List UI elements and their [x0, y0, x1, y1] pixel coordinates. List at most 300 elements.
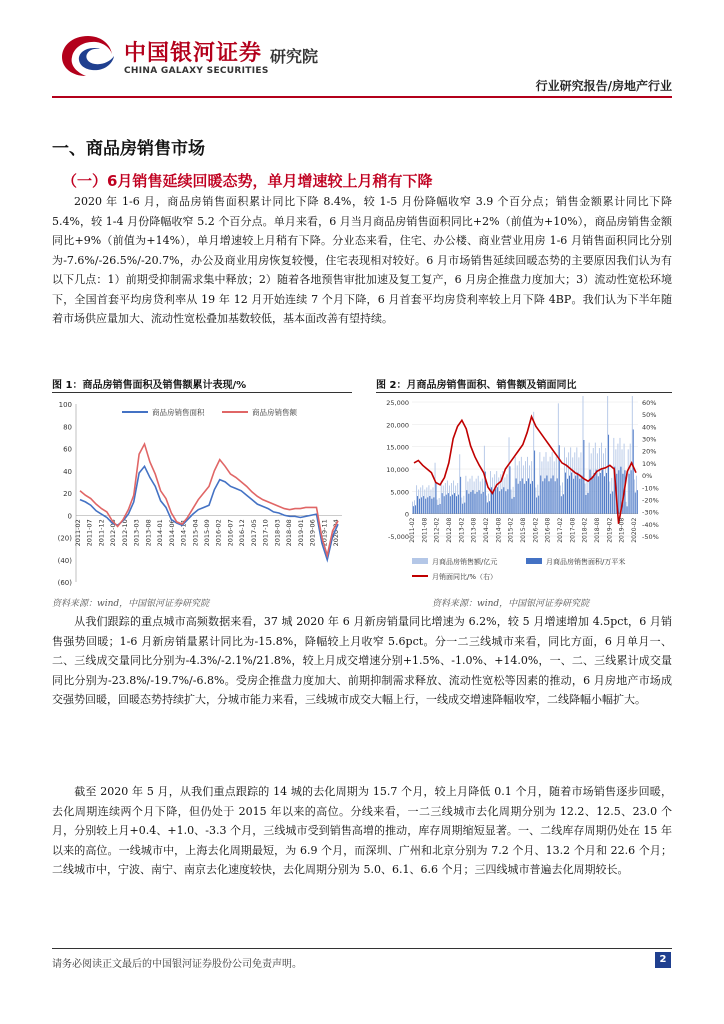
bar-area: [559, 445, 560, 513]
x-tick-label: 2016-08: [544, 517, 552, 543]
bar-amount: [605, 448, 606, 514]
bar-amount: [457, 483, 458, 514]
bar-area: [627, 506, 628, 513]
bar-area: [532, 481, 533, 514]
x-tick-label: 2019-02: [606, 517, 614, 543]
x-tick-label: 2015-04: [191, 519, 200, 547]
bar-amount: [437, 500, 438, 514]
company-logo: [60, 30, 390, 82]
bar-area: [516, 478, 517, 513]
bar-amount: [488, 494, 489, 514]
bar-area: [456, 496, 457, 513]
bar-area: [635, 492, 636, 513]
figure-2-chart: [376, 396, 672, 594]
bar-area: [507, 489, 508, 513]
y-right-tick-label: 40%: [642, 423, 657, 432]
x-tick-label: 2013-08: [470, 517, 478, 543]
bar-area: [618, 470, 619, 513]
bar-area: [442, 493, 443, 514]
bar-area: [557, 478, 558, 513]
y-right-tick-label: 10%: [642, 459, 657, 468]
legend-label: 商品房销售面积: [152, 408, 205, 417]
bar-area: [612, 492, 613, 514]
bar-area: [440, 504, 441, 514]
bar-amount: [465, 476, 466, 514]
figure-2-title: 图 2：月商品房销售面积、销售额及销面同比: [376, 380, 577, 391]
bar-amount: [513, 487, 514, 514]
x-tick-label: 2011-08: [421, 517, 429, 543]
bar-amount: [632, 396, 633, 514]
x-tick-label: 2012-10: [120, 519, 129, 547]
bar-amount: [585, 484, 586, 514]
bar-amount: [580, 452, 581, 513]
bar-amount: [628, 449, 629, 513]
bar-amount: [519, 461, 520, 514]
footer-disclaimer: 请务必阅读正文最后的中国银河证券股份公司免责声明。: [52, 959, 302, 970]
x-tick-label: 2018-02: [581, 517, 589, 543]
header-divider: [52, 96, 672, 98]
bar-area: [633, 429, 634, 513]
bar-area: [600, 473, 601, 514]
bar-area: [512, 499, 513, 514]
bar-amount: [430, 490, 431, 514]
bar-area: [514, 497, 515, 514]
bar-amount: [568, 452, 569, 513]
bar-area: [534, 451, 535, 514]
bar-area: [573, 479, 574, 514]
figure-2-rule: [376, 392, 672, 393]
bar-area: [475, 494, 476, 514]
bar-amount: [564, 447, 565, 513]
bar-area: [503, 487, 504, 513]
bar-amount: [539, 452, 540, 514]
bar-area: [536, 497, 537, 513]
x-tick-label: 2015-02: [507, 517, 515, 543]
bar-area: [590, 470, 591, 514]
paragraph-3: [52, 782, 672, 880]
bar-area: [610, 494, 611, 514]
y-tick-label: (20): [57, 534, 72, 543]
bar-area: [581, 476, 582, 514]
y-right-tick-label: -10%: [642, 484, 659, 493]
bar-amount: [507, 474, 508, 513]
subsection-heading: （一）6月销售延续回暖态势，单月增速较上月稍有下降: [62, 172, 433, 190]
bar-area: [629, 474, 630, 514]
logo-institute: 研究院: [270, 47, 319, 66]
legend-label: 月商品房销售额/亿元: [432, 558, 498, 566]
bar-amount: [630, 444, 631, 514]
bar-area: [450, 496, 451, 513]
y-tick-label: 20,000: [386, 421, 409, 430]
x-tick-label: 2019-08: [618, 517, 626, 543]
y-right-tick-label: 60%: [642, 399, 657, 407]
bar-amount: [472, 476, 473, 514]
y-tick-label: 0: [404, 510, 409, 519]
bar-amount: [576, 447, 577, 513]
bar-amount: [443, 486, 444, 514]
bar-area: [579, 479, 580, 514]
bar-amount: [572, 457, 573, 513]
legend-label: 月商品房销售面积/万平米: [546, 558, 626, 566]
bar-amount: [624, 444, 625, 514]
bar-area: [421, 497, 422, 513]
bar-area: [499, 491, 500, 513]
y-right-tick-label: -50%: [642, 533, 659, 541]
bar-amount: [451, 483, 452, 514]
x-tick-label: 2013-08: [144, 519, 153, 547]
bar-area: [446, 495, 447, 514]
bar-area: [458, 495, 459, 514]
y-right-tick-label: -30%: [642, 508, 659, 517]
bar-amount: [527, 457, 528, 514]
bar-amount: [504, 477, 505, 513]
bar-amount: [533, 412, 534, 514]
x-tick-label: 2016-12: [238, 519, 247, 547]
bar-area: [460, 477, 461, 514]
bar-amount: [599, 448, 600, 514]
x-tick-label: 2017-08: [569, 517, 577, 543]
bar-amount: [463, 496, 464, 514]
bar-amount: [541, 461, 542, 513]
y-tick-label: 0: [67, 512, 72, 521]
bar-amount: [416, 485, 417, 513]
bar-area: [583, 440, 584, 514]
bar-amount: [531, 461, 532, 514]
bar-area: [561, 496, 562, 513]
bar-area: [596, 470, 597, 514]
bar-area: [608, 435, 609, 514]
bar-amount: [521, 457, 522, 514]
bar-area: [466, 490, 467, 513]
section-heading: 一、商品房销售市场: [52, 139, 205, 159]
bar-amount: [439, 498, 440, 514]
bar-amount: [525, 461, 526, 514]
bar-amount: [535, 488, 536, 514]
page-header: [0, 0, 724, 100]
bar-area: [479, 490, 480, 513]
bar-amount: [550, 457, 551, 514]
bar-amount: [517, 465, 518, 513]
y-tick-label: 5,000: [390, 488, 409, 497]
bar-amount: [578, 457, 579, 513]
bar-area: [415, 505, 416, 513]
y-tick-label: 25,000: [386, 399, 409, 407]
bar-amount: [426, 487, 427, 513]
y-tick-label: (40): [57, 556, 72, 565]
bar-amount: [482, 479, 483, 514]
bar-amount: [435, 463, 436, 514]
bar-amount: [583, 396, 584, 514]
x-tick-label: 2014-08: [495, 517, 503, 543]
x-tick-label: 2014-11: [179, 519, 188, 547]
x-tick-label: 2018-03: [273, 519, 282, 547]
bar-area: [431, 499, 432, 514]
x-tick-label: 2020-04: [332, 519, 340, 547]
x-tick-label: 2014-06: [167, 519, 176, 547]
bar-amount: [556, 457, 557, 514]
bar-area: [565, 473, 566, 514]
bar-amount: [424, 490, 425, 514]
bar-area: [477, 492, 478, 514]
bar-area: [425, 499, 426, 514]
y-right-tick-label: 30%: [642, 435, 657, 444]
bar-area: [454, 493, 455, 514]
bar-amount: [492, 477, 493, 513]
bar-area: [497, 487, 498, 513]
bar-area: [588, 493, 589, 514]
y-tick-label: 100: [58, 401, 72, 409]
bar-amount: [486, 496, 487, 514]
x-tick-label: 2011-02: [74, 519, 82, 547]
bar-area: [518, 484, 519, 514]
y-right-tick-label: -40%: [642, 520, 659, 529]
bar-area: [470, 492, 471, 514]
logo-english-name: CHINA GALAXY SECURITIES: [124, 66, 269, 76]
bar-area: [505, 491, 506, 513]
bar-area: [417, 496, 418, 514]
bar-amount: [611, 478, 612, 514]
logo-chinese-name: 中国银河证券: [124, 41, 263, 66]
bar-amount: [609, 482, 610, 514]
bar-amount: [441, 481, 442, 514]
y-tick-label: 15,000: [386, 443, 409, 452]
bar-area: [489, 501, 490, 513]
bar-amount: [523, 465, 524, 513]
paragraph-1-text: 2020 年 1-6 月，商品房销售面积累计同比下降 8.4%，较 1-5 月份降幅收窄 3.9 个百分点；销售金额累计同比下降 5.4%，较 1-4 月份降幅收窄 5.2 个百分点。单月来看，6 月当月商品房销售面积同比+2%（前值为+10%），商品房销售金额同比+9%（前值为+14%），单月增速较上月稍有下降。分业态来看，住宅、办公楼、商业营业用房 1-6 月销售面积同比分别为-7.6%/-26.5%/-20.7%，办公及商业用房恢复较慢，住宅表现相对较好。6 月市场销售延续回暖态势的主要原因我们认为有以下几点：1）前期受抑制需求集中释放；2）随着各地预售审批加速及复工复产，6 月房企推盘力度加大；3）流动性宽松环境下，全国首套平均房贷利率从 19 年 12 月开始连续 7 个月下降，6 月首套平均房贷利率较上月下降 4BP。我们认为下半年随着市场供应量加大、流动性宽松叠加基数较低，基本面改善有望持续。: [52, 195, 672, 325]
bar-area: [464, 503, 465, 514]
bar-amount: [494, 474, 495, 513]
bar-amount: [636, 476, 637, 514]
bar-area: [577, 473, 578, 514]
bar-area: [571, 473, 572, 514]
bar-area: [483, 492, 484, 514]
bar-amount: [593, 448, 594, 514]
bar-amount: [601, 443, 602, 514]
bar-amount: [560, 486, 561, 514]
bar-amount: [445, 483, 446, 514]
bar-amount: [591, 453, 592, 513]
bar-area: [462, 504, 463, 514]
legend-swatch: [412, 558, 428, 564]
bar-amount: [447, 481, 448, 514]
bar-area: [606, 473, 607, 514]
x-tick-label: 2014-02: [483, 517, 490, 543]
bar-amount: [480, 482, 481, 514]
legend-label: 月销面同比/%（右）: [432, 573, 498, 581]
bar-area: [592, 476, 593, 513]
bar-area: [575, 476, 576, 514]
bar-area: [429, 496, 430, 514]
bar-amount: [603, 453, 604, 513]
x-tick-label: 2012-02: [433, 517, 441, 543]
bar-amount: [496, 471, 497, 514]
figure-1-rule: [52, 392, 352, 393]
bar-area: [444, 496, 445, 513]
bar-amount: [412, 502, 413, 514]
bar-amount: [474, 482, 475, 514]
bar-area: [563, 494, 564, 513]
y-tick-label: (60): [57, 579, 72, 587]
bar-area: [553, 476, 554, 514]
bar-area: [524, 484, 525, 514]
bar-amount: [574, 452, 575, 513]
bar-area: [423, 496, 424, 514]
x-tick-label: 2019-06: [308, 519, 317, 547]
bar-area: [602, 470, 603, 514]
bar-amount: [428, 485, 429, 513]
bar-amount: [570, 447, 571, 513]
bar-amount: [546, 452, 547, 514]
bar-amount: [554, 461, 555, 513]
bar-amount: [597, 453, 598, 513]
bar-amount: [548, 461, 549, 513]
x-tick-label: 2015-08: [520, 517, 527, 543]
y-tick-label: 60: [63, 445, 72, 454]
x-tick-label: 2016-07: [226, 519, 235, 547]
x-tick-label: 2013-02: [458, 517, 466, 543]
bar-amount: [589, 443, 590, 514]
bar-amount: [414, 500, 415, 513]
bar-area: [493, 491, 494, 513]
bar-area: [438, 505, 439, 514]
bar-area: [586, 495, 587, 514]
bar-amount: [418, 490, 419, 514]
bar-area: [520, 481, 521, 514]
x-tick-label: 2015-09: [203, 519, 211, 547]
x-tick-label: 2016-02: [532, 517, 540, 543]
bar-area: [419, 499, 420, 514]
bar-amount: [511, 490, 512, 514]
bar-area: [522, 478, 523, 513]
bar-area: [549, 481, 550, 513]
bar-area: [509, 466, 510, 513]
bar-area: [487, 502, 488, 513]
bar-area: [528, 478, 529, 513]
bar-area: [567, 479, 568, 514]
y-right-tick-label: 0%: [642, 472, 653, 481]
paragraph-1: [52, 192, 672, 329]
x-tick-label: 2016-02: [214, 519, 223, 547]
figure-2-source: 资料来源：wind，中国银河证券研究院: [432, 599, 590, 609]
bar-area: [538, 496, 539, 514]
x-tick-label: 2011-12: [97, 519, 106, 547]
paragraph-2: [52, 612, 672, 710]
paragraph-2-text: 从我们跟踪的重点城市高频数据来看，37 城 2020 年 6 月新房销量同比增速为 6.2%，较 5 月增速增加 4.5pct，6 月销售强势回暖；1-6 月新房销量累计同比为-15.8%，降幅较上月收窄 5.6pct。分一二三线城市来看，同比方面，6 月单月一、二、三线成交量同比分别为-4.3%/-2.1%/21.8%，较上月成交增速分别+1.5%、-1.0%、+14.0%，一、二、三线累计成交量同比分别为-23.8%/-19.7%/-6.8%。受房企推盘力度加大、前期抑制需求释放、流动性宽松等因素的推动，6 月房地产市场成交强势回暖，回暖态势持续扩大，分城市能力来看，三线城市成交大幅上行，一线成交增速降幅收窄，二线降幅小幅扩大。: [52, 615, 672, 706]
bar-amount: [587, 480, 588, 514]
figure-1-title: 图 1：商品房销售面积及销售额累计表现/%: [52, 380, 247, 391]
bar-amount: [478, 476, 479, 514]
bar-area: [526, 481, 527, 514]
footer-divider: [52, 948, 672, 949]
bar-amount: [543, 457, 544, 514]
bar-amount: [509, 437, 510, 513]
x-tick-label: 2012-08: [446, 517, 453, 543]
x-tick-label: 2012-05: [109, 519, 118, 547]
bar-area: [569, 476, 570, 514]
x-tick-label: 2017-05: [249, 519, 258, 547]
x-tick-label: 2014-01: [156, 519, 165, 547]
bar-area: [473, 490, 474, 513]
bar-amount: [420, 487, 421, 513]
bar-area: [544, 478, 545, 513]
bar-amount: [552, 452, 553, 514]
bar-amount: [459, 454, 460, 513]
bar-area: [452, 495, 453, 514]
bar-area: [436, 482, 437, 514]
bar-area: [433, 497, 434, 513]
bar-amount: [455, 486, 456, 514]
x-tick-label: 2011-02: [409, 517, 416, 543]
y-right-tick-label: 20%: [642, 447, 657, 456]
x-tick-label: 2011-07: [85, 519, 94, 547]
figure-1-chart: [52, 396, 348, 594]
y-right-tick-label: 50%: [642, 411, 657, 420]
bar-area: [427, 497, 428, 513]
bar-amount: [467, 482, 468, 514]
x-tick-label: 2017-10: [261, 519, 270, 547]
x-tick-label: 2019-11: [320, 519, 329, 547]
x-tick-label: 2019-01: [296, 519, 305, 547]
bar-area: [448, 493, 449, 514]
bar-amount: [422, 485, 423, 513]
y-right-tick-label: -20%: [642, 496, 659, 505]
page-number: 2: [655, 952, 671, 968]
bar-amount: [634, 479, 635, 513]
bar-area: [413, 506, 414, 513]
bar-amount: [433, 487, 434, 513]
paragraph-3-text: 截至 2020 年 5 月，从我们重点跟踪的 14 城的去化周期为 15.7 个月，较上月降低 0.1 个月，随着市场销售逐步回暖，去化周期连续两个月下降，但仍处于 2015 年以来的高位。分线来看，一二三线城市去化周期分别为 12.2、12.5、23.0 个月，分别较上月+0.4、+1.0、-3.3 个月，三线城市受到销售高增的推动，库存周期缩短显著。一、二线库存周期仍处在 15 年以来的高位。一线城市中，上海去化周期最短，为 6.9 个月，而深圳、广州和北京分别为 7.2 个月、13.2 个月和 22.6 个月；二线城市中，宁波、南宁、南京去化速度较快，去化周期分别为 5.0、6.1、6.6 个月；三四线城市普遍去化周期较长。: [52, 785, 672, 876]
bar-amount: [595, 443, 596, 514]
bar-area: [468, 494, 469, 514]
bar-area: [530, 484, 531, 514]
bar-amount: [562, 482, 563, 513]
bar-area: [495, 489, 496, 513]
bar-amount: [529, 465, 530, 513]
bar-area: [598, 476, 599, 513]
y-tick-label: 80: [63, 423, 72, 432]
bar-area: [555, 481, 556, 513]
bar-area: [637, 490, 638, 514]
bar-area: [546, 476, 547, 514]
bar-area: [551, 478, 552, 513]
bar-area: [631, 470, 632, 513]
bar-amount: [626, 502, 627, 514]
bar-amount: [461, 498, 462, 514]
report-type: 行业研究报告/房地产行业: [535, 79, 672, 93]
galaxy-logo-icon: [60, 32, 116, 80]
legend-swatch: [526, 558, 542, 564]
bar-area: [542, 481, 543, 513]
x-tick-label: 2018-08: [594, 517, 601, 543]
bar-area: [540, 476, 541, 514]
x-tick-label: 2018-08: [285, 519, 294, 547]
bar-amount: [449, 486, 450, 514]
bar-amount: [537, 485, 538, 514]
x-tick-label: 2013-03: [132, 519, 141, 547]
bar-area: [481, 494, 482, 514]
x-tick-label: 2020-02: [631, 517, 638, 543]
bar-amount: [515, 457, 516, 514]
bar-area: [501, 489, 502, 513]
x-tick-label: 2017-02: [557, 517, 564, 543]
bar-amount: [607, 396, 608, 514]
bar-amount: [484, 446, 485, 514]
y-tick-label: -5,000: [388, 533, 409, 541]
legend-label: 商品房销售额: [252, 408, 297, 417]
y-tick-label: 10,000: [386, 466, 409, 474]
bar-amount: [620, 438, 621, 514]
figure-1-source: 资料来源：wind，中国银河证券研究院: [52, 599, 210, 609]
